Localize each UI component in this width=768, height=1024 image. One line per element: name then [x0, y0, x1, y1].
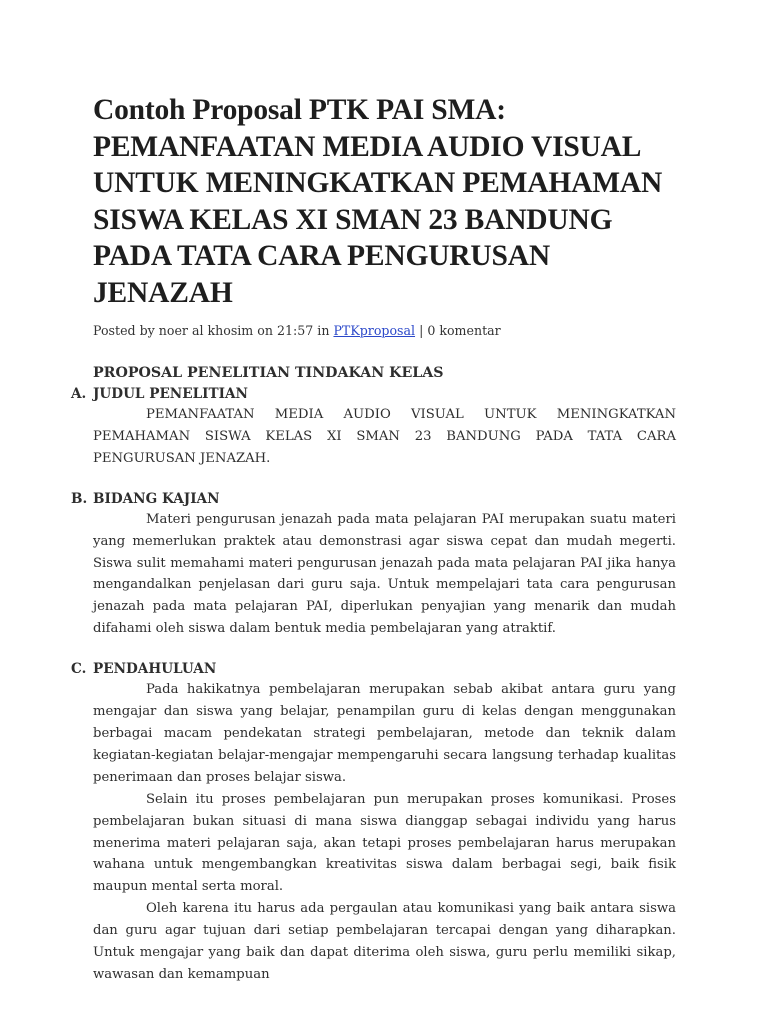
- section-heading: [71, 384, 676, 404]
- section-bidang-kajian: [71, 489, 676, 640]
- section-heading: [71, 489, 676, 509]
- section-title: JUDUL PENELITIAN: [93, 386, 248, 402]
- section-letter: B.: [71, 490, 88, 507]
- comments-count[interactable]: 0 komentar: [427, 323, 501, 338]
- category-link[interactable]: PTKproposal: [333, 323, 416, 338]
- paragraph: Oleh karena itu harus ada pergaulan atau komunikasi yang baik antara siswa dan guru agar tujuan dari setiap pembelajaran tercapai dengan yang diharapkan. Untuk mengajar yang baik dan dapat diterima oleh siswa, guru perlu memiliki sikap, wawasan dan kemampuan: [93, 901, 676, 982]
- post-meta: [93, 323, 501, 338]
- author-name: noer al khosim: [158, 323, 254, 338]
- post-title: Contoh Proposal PTK PAI SMA: PEMANFAATAN MEDIA AUDIO VISUAL UNTUK MENINGKATKAN PEMAHAMAN SISWA KELAS XI SMAN 23 BANDUNG PADA TATA CARA PENGURUSAN JENAZAH: [93, 94, 663, 309]
- paragraph: PEMANFAATAN MEDIA AUDIO VISUAL UNTUK MENINGKATKAN PEMAHAMAN SISWA KELAS XI SMAN 23 BANDUNG PADA TATA CARA PENGURUSAN JENAZAH.: [93, 407, 676, 466]
- section-pendahuluan: [71, 659, 676, 986]
- in-label: in: [317, 323, 330, 338]
- post-body: [71, 362, 676, 986]
- section-judul-penelitian: [71, 384, 676, 470]
- paragraph: Pada hakikatnya pembelajaran merupakan sebab akibat antara guru yang mengajar dan siswa yang belajar, penampilan guru di kelas dengan menggunakan berbagai macam pendekatan strategi pembelajaran, metode dan teknik dalam kegiatan-kegiatan belajar-mengajar mempengaruhi secara langsung terhadap kualitas penerimaan dan proses belajar siswa.: [93, 682, 676, 785]
- section-heading: [71, 659, 676, 679]
- post-time: 21:57: [276, 323, 314, 338]
- proposal-title: PROPOSAL PENELITIAN TINDAKAN KELAS: [93, 365, 444, 381]
- on-label: on: [257, 323, 273, 338]
- section-gap: [93, 640, 676, 659]
- section-title: PENDAHULUAN: [93, 661, 217, 678]
- section-letter: C.: [71, 661, 87, 678]
- paragraph: Selain itu proses pembelajaran pun merupakan proses komunikasi. Proses pembelajaran bukan situasi di mana siswa dianggap sebagai individu yang harus menerima materi pelajaran saja, akan tetapi proses pembelajaran harus merupakan wahana untuk mengembangkan kreativitas siswa dalam berbagai segi, baik fisik maupun mental serta moral.: [93, 791, 676, 895]
- section-letter: A.: [71, 386, 87, 402]
- meta-separator: |: [419, 323, 424, 338]
- section-gap: [93, 470, 676, 489]
- paragraph: Materi pengurusan jenazah pada mata pelajaran PAI merupakan suatu materi yang memerlukan praktek atau demonstrasi agar siswa cepat dan mudah megerti. Siswa sulit memahami materi pengurusan jenazah pada mata pelajaran PAI jika hanya mengandalkan penjelasan dari guru saja. Untuk mempelajari tata cara pengurusan jenazah pada mata pelajaran PAI, diperlukan penyajian yang menarik dan mudah difahami oleh siswa dalam bentuk media pembelajaran yang atraktif.: [93, 511, 676, 637]
- section-title: BIDANG KAJIAN: [93, 490, 220, 507]
- posted-by-label: Posted by: [93, 323, 155, 338]
